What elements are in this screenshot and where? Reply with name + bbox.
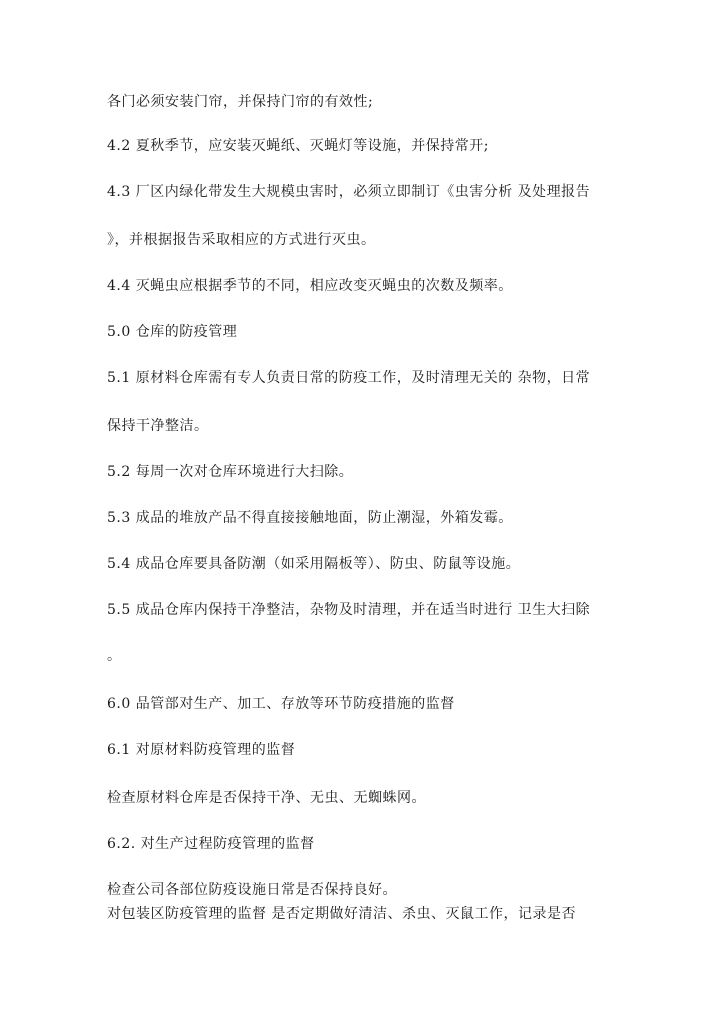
- text-line: 5.5 成品仓库内保持干净整洁，杂物及时清理，并在适当时进行 卫生大扫除: [107, 602, 591, 618]
- text-line: 检查原材料仓库是否保持干净、无虫、无蜘蛛网。: [107, 790, 426, 806]
- text-line: 5.1 原材料仓库需有专人负责日常的防疫工作，及时清理无关的 杂物，日常: [107, 370, 591, 386]
- text-line: 4.4 灭蝇虫应根据季节的不同，相应改变灭蝇虫的次数及频率。: [107, 278, 513, 294]
- text-line: 5.2 每周一次对仓库环境进行大扫除。: [107, 464, 354, 480]
- text-line: 保持干净整洁。: [107, 418, 209, 434]
- text-line: 检查公司各部位防疫设施日常是否保持良好。: [107, 882, 397, 898]
- text-line: 对包装区防疫管理的监督 是否定期做好清洁、杀虫、灭鼠工作，记录是否: [107, 906, 576, 922]
- text-line: 5.4 成品仓库要具备防潮（如采用隔板等）、防虫、防鼠等设施。: [107, 556, 521, 572]
- text-line: 》，并根据报告采取相应的方式进行灭虫。: [107, 232, 376, 248]
- text-line: 各门必须安装门帘，并保持门帘的有效性;: [107, 94, 374, 110]
- text-line: 5.3 成品的堆放产品不得直接接触地面，防止潮湿，外箱发霉。: [107, 510, 513, 526]
- text-line: 6.2. 对生产过程防疫管理的监督: [107, 836, 315, 852]
- section-heading: 6.0 品管部对生产、加工、存放等环节防疫措施的监督: [107, 696, 455, 712]
- text-line: 4.2 夏秋季节，应安装灭蝇纸、灭蝇灯等设施，并保持常开;: [107, 138, 489, 154]
- text-line: 。: [107, 648, 122, 664]
- section-heading: 5.0 仓库的防疫管理: [107, 324, 238, 340]
- text-line: 6.1 对原材料防疫管理的监督: [107, 742, 296, 758]
- text-line: 4.3 厂区内绿化带发生大规模虫害时，必须立即制订《虫害分析 及处理报告: [107, 184, 591, 200]
